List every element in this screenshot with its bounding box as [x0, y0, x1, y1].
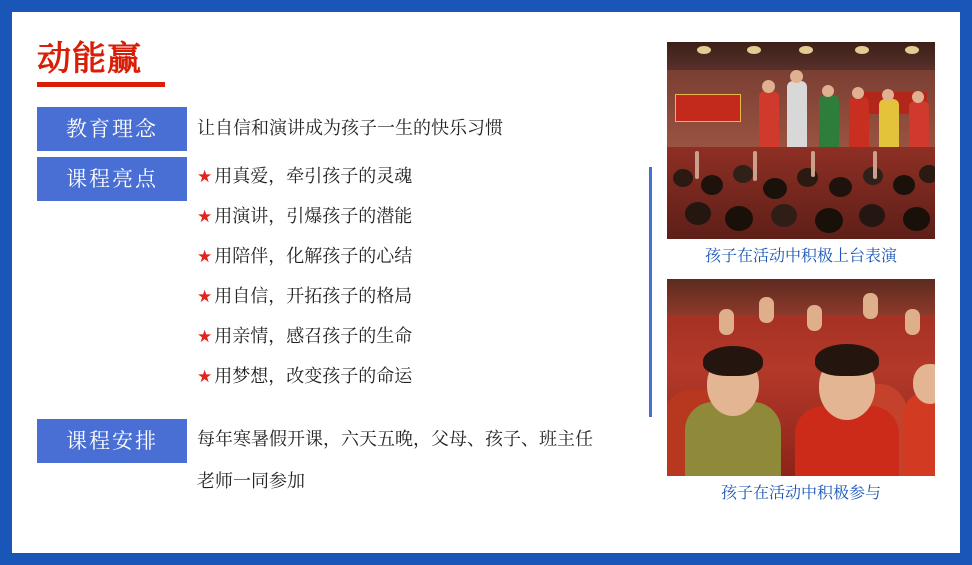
photo1-figure — [819, 95, 839, 153]
photo1-figure — [879, 99, 899, 153]
brand-logo-underline — [37, 82, 165, 87]
list-item — [197, 197, 652, 237]
photo-caption-participating: 孩子在活动中积极参与 — [720, 483, 881, 502]
photo1-crowd-head — [685, 202, 711, 225]
star-icon: ★ — [197, 367, 213, 387]
photo-card-participating — [667, 279, 935, 510]
star-icon: ★ — [197, 207, 213, 227]
photo1-banner-left — [675, 94, 741, 122]
photo1-crowd-head — [919, 165, 935, 183]
photo2-raised-hand — [863, 293, 878, 319]
photo1-crowd-head — [903, 207, 930, 231]
photo1-raised-arm — [753, 151, 757, 181]
photo2-raised-hand — [759, 297, 774, 323]
section-highlights-label-cell — [12, 157, 187, 201]
section-philosophy-body — [187, 107, 652, 151]
photo1-figure-head — [852, 87, 864, 99]
photo1-figure-head — [762, 80, 775, 93]
photo2-kid-hair — [703, 346, 763, 376]
photo-column — [667, 42, 935, 516]
list-item-label: 用梦想，改变孩子的命运 — [214, 366, 413, 387]
brand-logo: 动能赢 — [37, 39, 142, 79]
photo1-crowd-head — [763, 178, 787, 199]
list-item — [197, 317, 652, 357]
photo1-figure-head — [912, 91, 924, 103]
photo2-top-strip — [667, 279, 935, 315]
section-schedule-body — [187, 419, 652, 503]
section-philosophy — [12, 107, 652, 151]
photo1-raised-arm — [811, 151, 815, 177]
schedule-line-1: 每年寒暑假开课，六天五晚，父母、孩子、班主任 — [197, 429, 593, 450]
photo1-light — [747, 46, 761, 54]
photo1-figure — [849, 97, 869, 153]
photo-caption-performance: 孩子在活动中积极上台表演 — [704, 246, 897, 265]
photo1-crowd-head — [893, 175, 915, 195]
list-item — [197, 357, 652, 397]
list-item — [197, 277, 652, 317]
star-icon: ★ — [197, 287, 213, 307]
photo1-figure-head — [790, 70, 803, 83]
photo2-kid-edge — [903, 392, 935, 476]
section-schedule — [12, 419, 652, 503]
photo1-figure — [787, 81, 807, 153]
list-item-label: 用自信，开拓孩子的格局 — [214, 286, 413, 307]
star-icon: ★ — [197, 167, 213, 187]
photo1-crowd-head — [771, 204, 797, 227]
section-schedule-label: 课程安排 — [37, 419, 187, 463]
section-schedule-label-cell — [12, 419, 187, 463]
section-highlights-label: 课程亮点 — [37, 157, 187, 201]
photo1-crowd-head — [701, 175, 723, 195]
star-icon: ★ — [197, 327, 213, 347]
list-item-label: 用真爱，牵引孩子的灵魂 — [214, 166, 413, 187]
section-highlights — [12, 157, 652, 397]
section-philosophy-label: 教育理念 — [37, 107, 187, 151]
schedule-line-2: 老师一同参加 — [197, 471, 305, 492]
photo1-crowd-head — [815, 208, 843, 233]
photo1-figure — [759, 91, 779, 153]
photo1-crowd-head — [673, 169, 693, 187]
photo1-light — [905, 46, 919, 54]
photo1-light — [799, 46, 813, 54]
poster-inner — [12, 12, 960, 553]
photo-kids-participating — [667, 279, 935, 476]
highlights-list — [197, 157, 652, 397]
section-philosophy-label-cell — [12, 107, 187, 151]
list-item-label: 用亲情，感召孩子的生命 — [214, 326, 413, 347]
photo1-figure-head — [822, 85, 834, 97]
photo1-crowd-head — [859, 204, 885, 227]
list-item-label: 用陪伴，化解孩子的心结 — [214, 246, 413, 267]
photo1-light — [697, 46, 711, 54]
content-column — [12, 107, 652, 509]
photo1-crowd-head — [725, 206, 753, 231]
photo1-figure-head — [882, 89, 894, 101]
vertical-divider — [649, 167, 652, 417]
list-item-label: 用演讲，引爆孩子的潜能 — [214, 206, 413, 227]
list-item — [197, 237, 652, 277]
photo2-kid-hair — [815, 344, 879, 376]
photo1-raised-arm — [695, 151, 699, 179]
photo1-raised-arm — [873, 151, 877, 179]
photo-stage-performance — [667, 42, 935, 239]
star-icon: ★ — [197, 247, 213, 267]
photo1-crowd-head — [829, 177, 852, 197]
section-highlights-body — [187, 157, 652, 397]
photo-card-performance — [667, 42, 935, 273]
photo1-figure — [909, 101, 929, 153]
photo1-crowd-head — [733, 165, 753, 183]
photo1-light — [855, 46, 869, 54]
photo2-raised-hand — [905, 309, 920, 335]
photo2-raised-hand — [719, 309, 734, 335]
photo2-raised-hand — [807, 305, 822, 331]
philosophy-line: 让自信和演讲成为孩子一生的快乐习惯 — [197, 118, 503, 139]
list-item — [197, 157, 652, 197]
